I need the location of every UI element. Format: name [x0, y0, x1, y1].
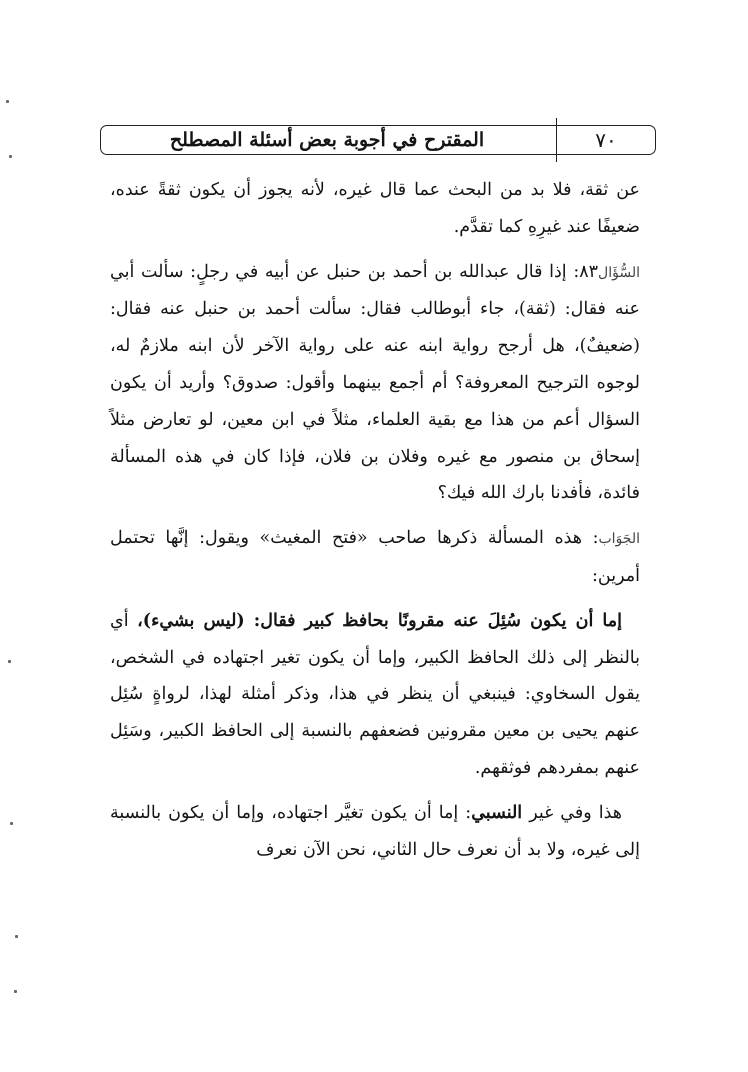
answer-label: الجَوَاب	[598, 531, 640, 548]
page-header	[100, 125, 656, 155]
scan-speck	[15, 935, 18, 938]
answer-paragraph	[110, 520, 640, 595]
answer-text: : هذه المسألة ذكرها صاحب «فتح المغيث» ويقول: إنَّها تحتمل أمرين:	[110, 528, 640, 586]
closing-bold: النسبي	[471, 802, 523, 823]
page-number: ٧٠	[595, 128, 617, 152]
scan-speck	[8, 660, 11, 663]
paragraph-continuation: عن ثقة، فلا بد من البحث عما قال غيره، لأنه يجوز أن يكون ثقةً عنده، ضعيفًا عند غيرِهِ كما تقدَّم.	[110, 180, 640, 237]
question-text: ٨٣: إذا قال عبدالله بن أحمد بن حنبل عن أبيه في رجلٍ: سألت أبي عنه فقال: (ثقة)، جاء أبوطالب فقال: سألت أحمد بن حنبل عنه فقال: (ضعيفٌ)، هل أرجح رواية ابنه عنه على رواية الآخر لأن ابنه ملازمٌ له، لوجوه الترجيح المعروفة؟ أم أجمع بينهما وأقول: صدوق؟ وأريد أن يكون السؤال أعم من هذا مع بقية العلماء، مثلاً في ابن معين، لو تعارض مثلاً إسحاق بن منصور مع غيره وفلان بن فلان، فإذا كان في هذه المسألة فائدة، فأفدنا بارك الله فيك؟	[110, 261, 640, 504]
question-label: السُّؤَال	[598, 264, 640, 281]
book-title: المقترح في أجوبة بعض أسئلة المصطلح	[169, 129, 485, 151]
page-body	[110, 172, 640, 868]
closing-start: هذا وفي غير	[522, 802, 622, 823]
scan-speck	[9, 155, 12, 158]
scan-speck	[14, 990, 17, 993]
question-paragraph	[110, 254, 640, 513]
closing-paragraph	[110, 795, 640, 869]
answer-detail-paragraph	[110, 603, 640, 787]
scan-speck	[10, 822, 13, 825]
answer-detail-text: أي بالنظر إلى ذلك الحافظ الكبير، وإما أن يكون تغير اجتهاده في الشخص، يقول السخاوي: فينبغي أن ينظر في هذا، وذكر أمثلة لهذا، لرواةٍ سُئِل عنهم يحيى بن معين مقرونين فضعفهم بالنسبة إلى الحافظ الكبير، وسَئِل عنهم بمفردهم فوثقهم.	[110, 610, 640, 778]
scan-speck	[6, 100, 9, 103]
answer-detail-bold: إما أن يكون سُئِلَ عنه مقرونًا بحافظ كبير فقال: (ليس بشيء)،	[137, 610, 623, 631]
closing-rest: : إما أن يكون تغيَّر اجتهاده، وإما أن يكون بالنسبة إلى غيره، ولا بد أن نعرف حال الثاني، نحن الآن نعرف	[110, 802, 640, 860]
